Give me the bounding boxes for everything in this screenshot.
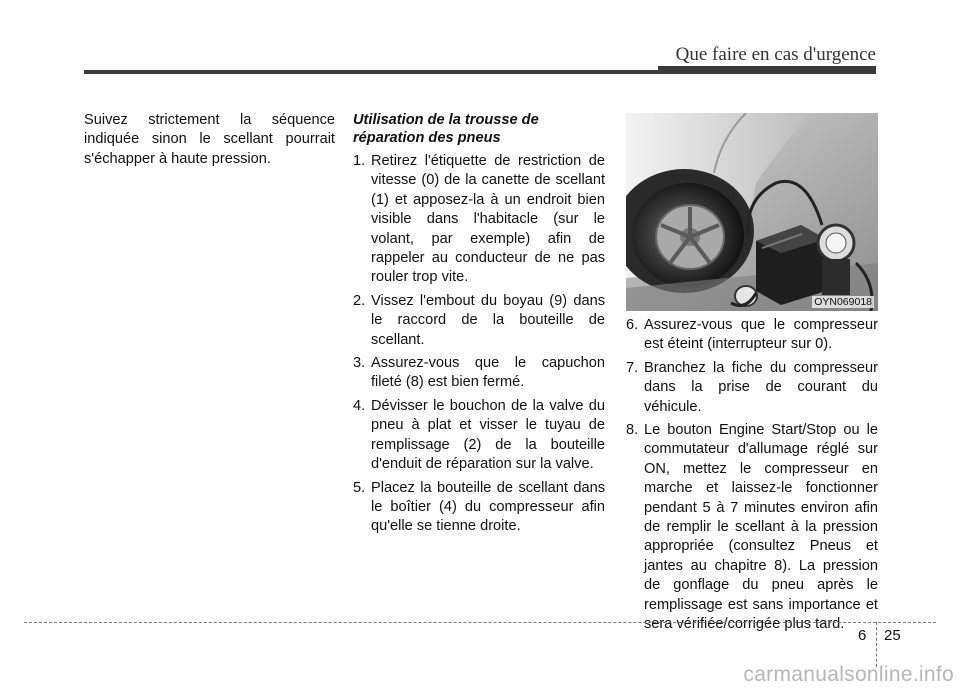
footer-dashed-divider bbox=[876, 622, 877, 667]
header-rule-accent bbox=[658, 66, 876, 74]
chapter-number: 6 bbox=[858, 627, 867, 644]
page-number: 25 bbox=[884, 627, 901, 644]
steps-list-1 bbox=[353, 152, 605, 537]
list-item bbox=[626, 316, 878, 355]
list-item bbox=[353, 292, 605, 350]
step-number: 8. bbox=[626, 422, 639, 439]
step-text: Retirez l'étiquette de restriction de vitesse (0) de la canette de scellant (1) et apposez-la à un endroit bien visible dans l'habitacle (sur le volant, par exemple) afin de rappeler au conducteur de ne pas rouler trop vite. bbox=[371, 153, 605, 286]
step-number: 4. bbox=[353, 397, 366, 414]
step-text: Vissez l'embout du boyau (9) dans le raccord de la bouteille de scellant. bbox=[371, 292, 605, 348]
step-number: 7. bbox=[626, 359, 639, 376]
tire-repair-kit-photo bbox=[626, 113, 878, 311]
column-middle bbox=[353, 111, 605, 541]
list-item bbox=[353, 354, 605, 393]
warning-text: Suivez strictement la séquence indiquée sinon le scellant pourrait s'échapper à haute pression. bbox=[84, 112, 335, 167]
list-item bbox=[353, 152, 605, 288]
step-text: Placez la bouteille de scellant dans le boîtier (4) du compresseur afin qu'elle se tienne droite. bbox=[371, 479, 605, 535]
column-left bbox=[84, 111, 335, 169]
figure-code: OYN069018 bbox=[814, 296, 872, 308]
column-right bbox=[626, 316, 878, 639]
step-text: Assurez-vous que le capuchon fileté (8) est bien fermé. bbox=[371, 355, 605, 391]
section-subheading: Utilisation de la trousse de réparation des pneus bbox=[353, 112, 539, 146]
step-number: 3. bbox=[353, 355, 366, 372]
step-text: Dévisser le bouchon de la valve du pneu à plat et visser le tuyau de remplissage (2) de la bouteille d'enduit de réparation sur la valve. bbox=[371, 397, 605, 473]
steps-list-2 bbox=[626, 316, 878, 635]
footer-dashed-rule bbox=[24, 622, 936, 623]
step-number: 1. bbox=[353, 153, 366, 169]
header-title: Que faire en cas d'urgence bbox=[675, 44, 876, 65]
list-item bbox=[353, 397, 605, 475]
step-number: 5. bbox=[353, 479, 366, 496]
step-text: Le bouton Engine Start/Stop ou le commutateur d'allumage réglé sur ON, mettez le compresseur en marche et laissez-le fonctionner pendant 5 à 7 minutes environ afin de remplir le scellant à la pression appropriée (consultez Pneus et jantes au chapitre 8). La pression de gonflage du pneu après le remplissage est sans importance et sera vérifiée/corrigée plus tard. bbox=[644, 422, 878, 633]
list-item bbox=[353, 479, 605, 537]
watermark-text: carmanualsonline.info bbox=[743, 663, 954, 686]
list-item bbox=[626, 359, 878, 417]
list-item bbox=[626, 421, 878, 634]
step-number: 6. bbox=[626, 317, 639, 333]
step-number: 2. bbox=[353, 292, 366, 309]
photo-illustration bbox=[626, 113, 878, 311]
step-text: Branchez la fiche du compresseur dans la prise de courant du véhicule. bbox=[644, 359, 878, 415]
step-text: Assurez-vous que le compresseur est éteint (interrupteur sur 0). bbox=[644, 317, 878, 353]
